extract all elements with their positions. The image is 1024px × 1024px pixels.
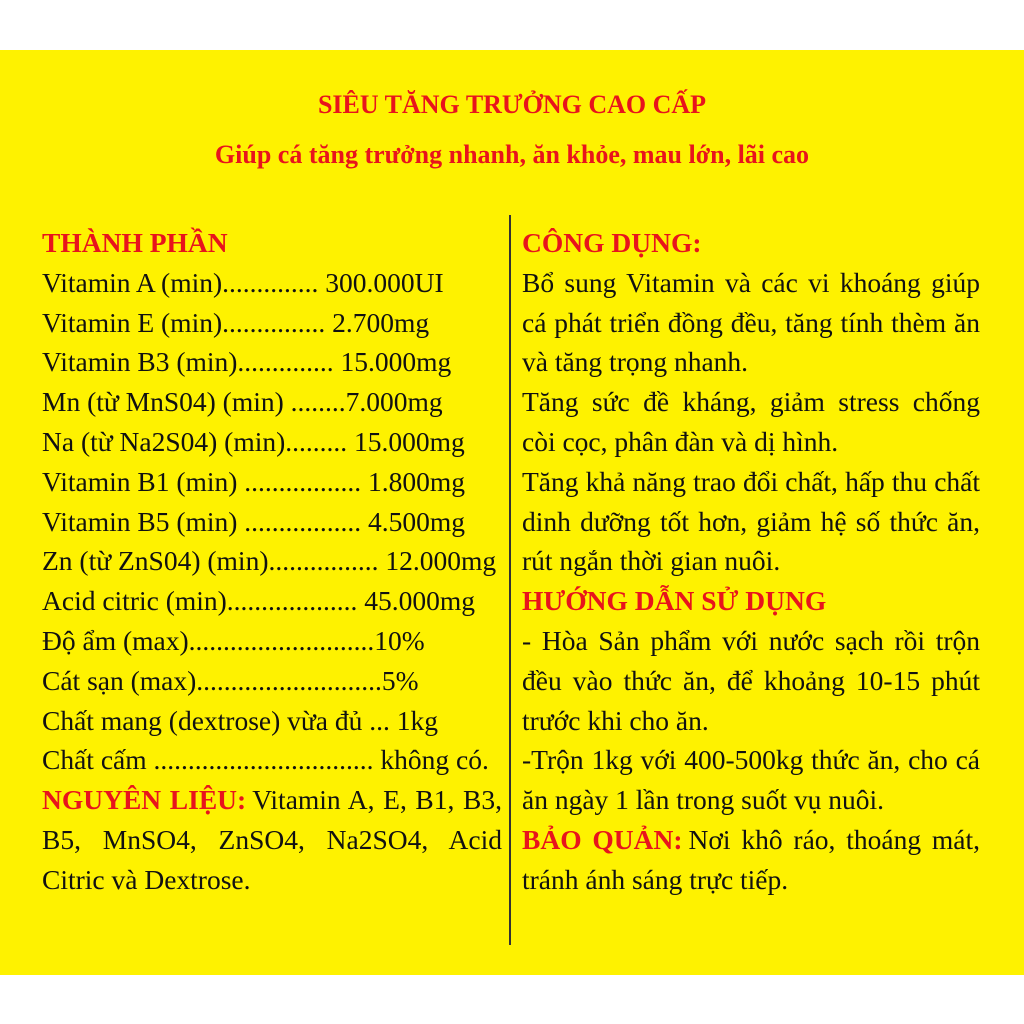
product-subtitle: Giúp cá tăng trưởng nhanh, ăn khỏe, mau lớn, lãi cao: [214, 140, 810, 169]
ingredients-text: Vitamin A, E, B1, B3, B5, MnSO4, ZnSO4, Na2SO4, Acid Citric và Dextrose.: [42, 784, 502, 895]
storage-text: Nơi khô ráo, thoáng mát, tránh ánh sáng trực tiếp.: [522, 823, 980, 895]
composition-heading: THÀNH PHẦN: [42, 227, 228, 258]
ingredients-paragraph: [42, 780, 502, 899]
composition-item: Zn (từ ZnS04) (min)................ 12.000mg: [42, 545, 497, 577]
composition-item: Vitamin B3 (min).............. 15.000mg: [42, 346, 452, 378]
uses-paragraph: Tăng khả năng trao đổi chất, hấp thu chất dinh dưỡng tốt hơn, giảm hệ số thức ăn, rút ngắn thời gian nuôi.: [522, 465, 980, 577]
storage-label: BẢO QUẢN:: [522, 823, 683, 855]
uses-paragraph: Bổ sung Vitamin và các vi khoáng giúp cá phát triển đồng đều, tăng tính thèm ăn và tăng trọng nhanh.: [522, 266, 980, 378]
guide-paragraph: -Trộn 1kg với 400-500kg thức ăn, cho cá ăn ngày 1 lần trong suốt vụ nuôi.: [522, 744, 980, 816]
product-title: SIÊU TĂNG TRƯỞNG CAO CẤP: [317, 90, 707, 119]
uses-heading: CÔNG DỤNG:: [522, 227, 702, 258]
column-divider: [509, 215, 511, 945]
composition-item: Vitamin E (min)............... 2.700mg: [42, 306, 430, 338]
composition-item: Chất mang (dextrose) vừa đủ ... 1kg: [42, 704, 438, 736]
composition-item: Chất cấm ................................ không có.: [42, 744, 489, 776]
composition-item: Độ ẩm (max)...........................10%: [42, 624, 425, 656]
composition-item: Vitamin A (min).............. 300.000UI: [42, 266, 444, 298]
uses-paragraph: Tăng sức đề kháng, giảm stress chống còi cọc, phân đàn và dị hình.: [522, 386, 980, 457]
composition-item: Cát sạn (max)...........................5%: [42, 664, 419, 696]
composition-item: Na (từ Na2S04) (min)......... 15.000mg: [42, 425, 465, 457]
composition-item: Acid citric (min)................... 45.000mg: [42, 585, 476, 617]
left-column: [42, 223, 502, 900]
composition-item: Mn (từ MnS04) (min) ........7.000mg: [42, 386, 443, 418]
guide-paragraph: - Hòa Sản phẩm với nước sạch rồi trộn đều vào thức ăn, để khoảng 10-15 phút trước khi cho ăn.: [522, 624, 980, 736]
composition-item: Vitamin B5 (min) ................. 4.500mg: [42, 505, 466, 537]
ingredients-label: NGUYÊN LIỆU:: [42, 784, 247, 816]
composition-item: Vitamin B1 (min) ................. 1.800mg: [42, 465, 466, 497]
guide-heading: HƯỚNG DẪN SỬ DỤNG: [522, 585, 827, 617]
storage-paragraph: [522, 820, 980, 900]
right-column: [522, 223, 980, 900]
